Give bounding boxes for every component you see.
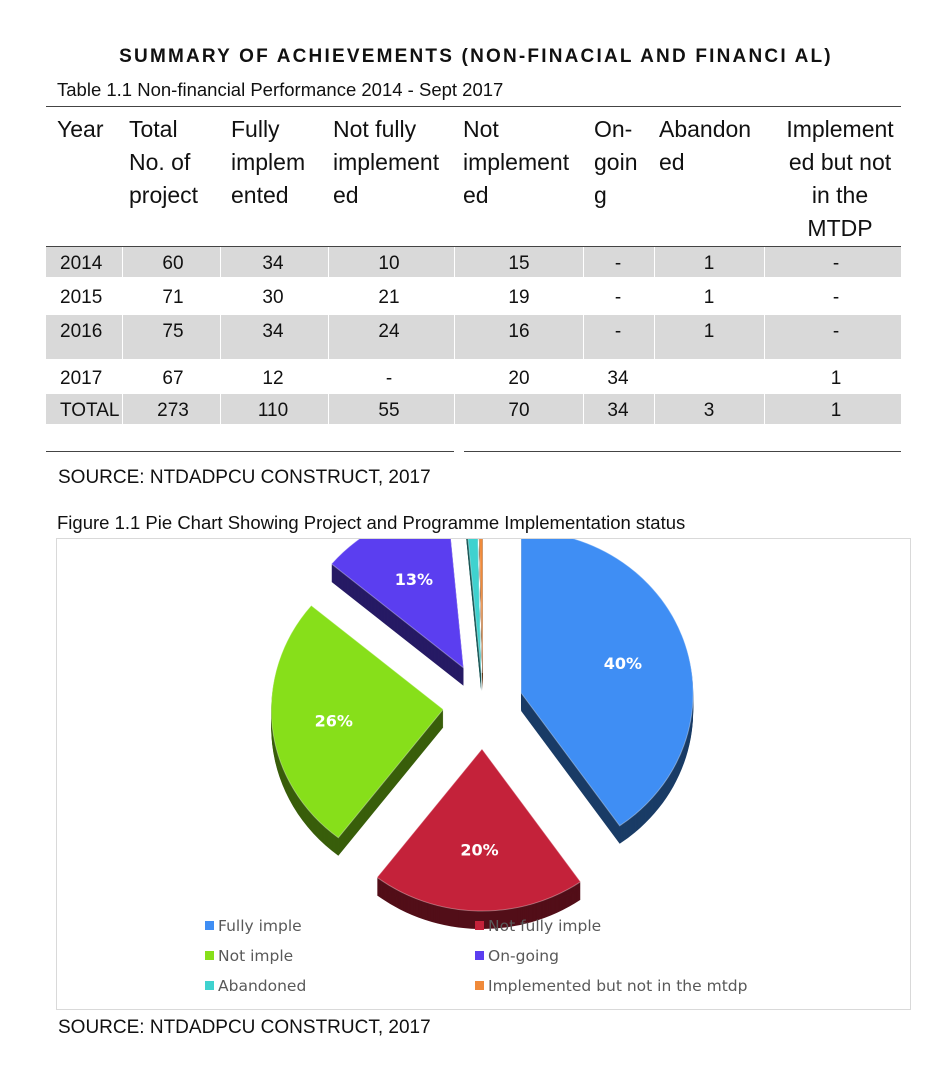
table-cell bbox=[669, 362, 749, 392]
legend-label: Fully imple bbox=[218, 917, 302, 935]
table-cell: 1 bbox=[830, 400, 842, 421]
column-header-line: in the bbox=[811, 182, 869, 208]
cell-divider bbox=[328, 247, 329, 277]
column-header-on-going bbox=[594, 113, 637, 212]
pie-data-label: 20% bbox=[460, 840, 499, 860]
cell-divider bbox=[764, 394, 765, 424]
table-cell: - bbox=[385, 368, 393, 389]
table-row bbox=[46, 281, 901, 311]
column-header-not-implemented bbox=[463, 113, 569, 212]
column-header-line: implement bbox=[333, 149, 440, 175]
table-cell: 19 bbox=[508, 287, 530, 308]
pie-data-label: 26% bbox=[314, 711, 353, 731]
table-row bbox=[46, 315, 901, 359]
table-cell: 71 bbox=[162, 287, 184, 308]
cell-divider bbox=[122, 247, 123, 277]
column-header-line: MTDP bbox=[807, 215, 873, 241]
column-header-abandoned bbox=[659, 113, 751, 179]
legend-label: Not imple bbox=[218, 947, 294, 965]
pie-slice bbox=[377, 749, 580, 911]
table-cell: - bbox=[614, 287, 622, 308]
column-header-line: Total bbox=[129, 116, 178, 142]
row-year-cell: 2016 bbox=[60, 321, 103, 342]
table-cell: 34 bbox=[607, 400, 629, 421]
legend-item bbox=[475, 977, 747, 995]
table-cell: 60 bbox=[162, 253, 184, 274]
table-cell: 1 bbox=[703, 253, 715, 274]
column-header-line: ented bbox=[231, 182, 289, 208]
cell-divider bbox=[454, 247, 455, 277]
legend-item bbox=[205, 977, 306, 995]
legend-swatch bbox=[475, 981, 484, 990]
cell-divider bbox=[764, 247, 765, 277]
column-header-line: ed bbox=[463, 182, 489, 208]
table-cell: 110 bbox=[257, 400, 289, 421]
column-header-line: Abandon bbox=[659, 116, 752, 142]
pie-chart bbox=[57, 539, 910, 1009]
legend-label: Not fully imple bbox=[488, 917, 602, 935]
cell-divider bbox=[454, 394, 455, 424]
legend-label: Implemented but not in the mtdp bbox=[488, 977, 748, 995]
cell-divider bbox=[220, 247, 221, 277]
cell-divider bbox=[220, 394, 221, 424]
pie-chart-panel bbox=[56, 538, 911, 1010]
cell-divider bbox=[454, 315, 455, 359]
table-cell: - bbox=[614, 253, 622, 274]
row-year-cell: 2017 bbox=[60, 368, 103, 389]
column-header-line: ed bbox=[333, 182, 359, 208]
column-header-line: ed but not bbox=[788, 149, 892, 175]
column-header-line: ed bbox=[659, 149, 685, 175]
table-cell: 55 bbox=[378, 400, 400, 421]
table-cell: - bbox=[614, 321, 622, 342]
table-cell: 34 bbox=[607, 368, 629, 389]
column-header-line: implem bbox=[231, 149, 306, 175]
table-row bbox=[46, 362, 901, 392]
legend-item bbox=[475, 917, 601, 935]
column-header-line: On- bbox=[594, 116, 633, 142]
column-header-total-projects bbox=[129, 113, 198, 212]
column-header-fully-implemented bbox=[231, 113, 305, 212]
legend-label: Abandoned bbox=[218, 977, 307, 995]
table-cell: - bbox=[832, 321, 840, 342]
table-cell: 67 bbox=[162, 368, 184, 389]
legend-swatch bbox=[205, 921, 214, 930]
table-cell: 1 bbox=[703, 321, 715, 342]
table-cell: 10 bbox=[378, 253, 400, 274]
column-header-line: Implement bbox=[786, 116, 894, 142]
chart-source: SOURCE: NTDADPCU CONSTRUCT, 2017 bbox=[58, 1017, 431, 1038]
cell-divider bbox=[764, 315, 765, 359]
column-header-implemented-not-mtdp bbox=[781, 113, 899, 245]
row-year-cell: 2015 bbox=[60, 287, 103, 308]
table-cell: 21 bbox=[378, 287, 400, 308]
table-top-rule bbox=[46, 106, 901, 107]
table-cell: 273 bbox=[157, 400, 189, 421]
legend-item bbox=[205, 947, 293, 965]
column-header-line: g bbox=[594, 182, 607, 208]
column-header-line: Fully bbox=[231, 116, 280, 142]
legend-label: On-going bbox=[488, 947, 559, 965]
table-cell: 1 bbox=[703, 287, 715, 308]
pie-data-label: 13% bbox=[394, 569, 434, 589]
table-cell: 12 bbox=[262, 368, 284, 389]
column-header-year bbox=[57, 113, 103, 146]
cell-divider bbox=[328, 315, 329, 359]
cell-divider bbox=[328, 394, 329, 424]
legend-swatch bbox=[475, 921, 484, 930]
table-caption: Table 1.1 Non-financial Performance 2014 - Sept 2017 bbox=[57, 79, 504, 100]
cell-divider bbox=[220, 315, 221, 359]
table-cell: 20 bbox=[508, 368, 530, 389]
legend-swatch bbox=[205, 981, 214, 990]
table-cell: 70 bbox=[508, 400, 530, 421]
column-header-line: Year bbox=[57, 116, 104, 142]
table-total-row bbox=[46, 394, 901, 424]
table-cell: 1 bbox=[830, 368, 842, 389]
legend-swatch bbox=[205, 951, 214, 960]
column-header-line: Not bbox=[463, 116, 499, 142]
figure-caption: Figure 1.1 Pie Chart Showing Project and Programme Implementation status bbox=[57, 512, 686, 533]
table-cell: 16 bbox=[508, 321, 530, 342]
table-bottom-rule-left bbox=[46, 451, 454, 452]
row-year-cell: TOTAL bbox=[60, 400, 120, 421]
table-cell: 24 bbox=[378, 321, 400, 342]
table-row bbox=[46, 247, 901, 277]
pie-data-label: 40% bbox=[603, 653, 643, 673]
cell-divider bbox=[122, 394, 123, 424]
column-header-not-fully-implemented bbox=[333, 113, 439, 212]
legend-item bbox=[475, 947, 559, 965]
table-cell: - bbox=[832, 253, 840, 274]
column-header-line: implement bbox=[463, 149, 570, 175]
column-header-line: goin bbox=[594, 149, 638, 175]
table-source: SOURCE: NTDADPCU CONSTRUCT, 2017 bbox=[58, 467, 431, 488]
table-cell: 34 bbox=[262, 321, 284, 342]
table-cell: 30 bbox=[262, 287, 284, 308]
table-cell: - bbox=[832, 287, 840, 308]
table-cell: 34 bbox=[262, 253, 284, 274]
table-cell: 75 bbox=[162, 321, 184, 342]
legend-swatch bbox=[475, 951, 484, 960]
column-header-line: No. of bbox=[129, 149, 191, 175]
table-cell: 3 bbox=[703, 400, 715, 421]
table-cell: 15 bbox=[508, 253, 530, 274]
table-bottom-rule-right bbox=[464, 451, 901, 452]
column-header-line: project bbox=[129, 182, 199, 208]
row-year-cell: 2014 bbox=[60, 253, 103, 274]
legend-item bbox=[205, 917, 302, 935]
document-heading: SUMMARY OF ACHIEVEMENTS (NON-FINACIAL AND FINANCI AL) bbox=[119, 46, 833, 67]
column-header-line: Not fully bbox=[333, 116, 417, 142]
cell-divider bbox=[122, 315, 123, 359]
